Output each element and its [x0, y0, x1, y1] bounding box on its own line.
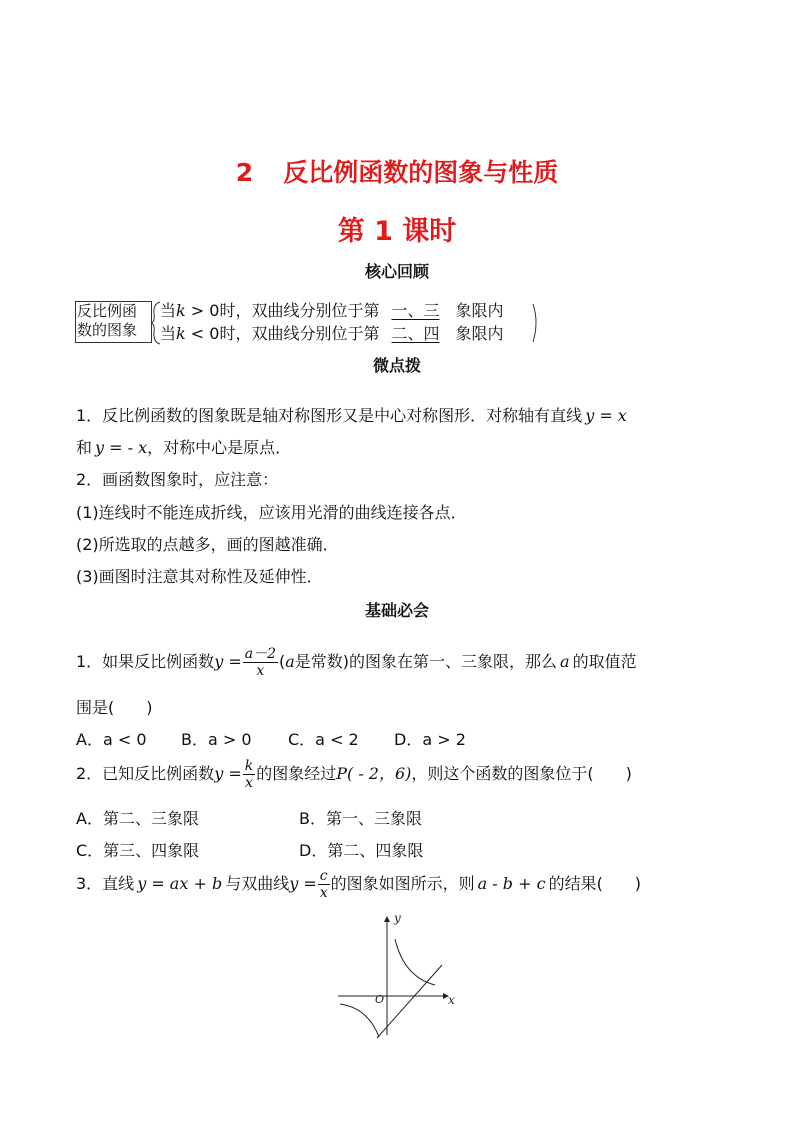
hyperbola-branch-1: [395, 939, 435, 985]
section-heading-tips: 微点拨: [372, 356, 421, 375]
review-row-1: 当k > 0时，双曲线分别位于第 一、三 象限内: [160, 301, 504, 320]
tip-3: (1)连线时不能连成折线，应该用光滑的曲线连接各点．: [76, 503, 467, 522]
tip-4: (2)所选取的点越多，画的图越准确．: [76, 535, 339, 554]
section-heading-basics: 基础必会: [364, 601, 429, 620]
question-3: 3．直线 y = ax + b 与双曲线y = $\frac{c}{x}$ 的图象如图所示，则 a - b + c 的结果( ): [76, 868, 642, 901]
review-blank-1: 一、三: [391, 301, 440, 320]
review-box: [75, 301, 152, 343]
review-box-line1: 反比例函: [77, 302, 138, 320]
question-2: 2．已知反比例函数y = $\frac{k}{x}$ 的图象经过P( - 2，6)，则这个函数的图象位于( ): [76, 758, 632, 791]
review-row-2: 当k < 0时，双曲线分别位于第 二、四 象限内: [160, 324, 504, 343]
page-subtitle: 第 1 课时: [337, 216, 457, 247]
tip-2: 2．画函数图象时，应注意：: [76, 470, 279, 489]
q1-option-b: B．a > 0: [181, 730, 252, 749]
q2-option-b: B．第一、三象限: [299, 809, 422, 828]
tip-1-line-2: 和 y = - x，对称中心是原点．: [76, 438, 292, 457]
question-1-line-1: 1．如果反比例函数y = $\frac{a-2}{x}$ (a是常数)的图象在第一、三象限，那么 a 的取值范: [76, 646, 637, 679]
q2-option-a: A．第二、三象限: [76, 809, 199, 828]
x-axis-label: x: [448, 993, 455, 1007]
q2-option-d: D．第二、四象限: [299, 841, 424, 860]
q1-option-d: D．a > 2: [394, 730, 466, 749]
hyperbola-branch-2: [340, 1004, 379, 1037]
tip-5: (3)画图时注意其对称性及延伸性．: [76, 567, 323, 586]
review-blank-2: 二、四: [391, 324, 440, 343]
q2-option-c: C．第三、四象限: [76, 841, 200, 860]
q1-option-a: A．a < 0: [76, 730, 147, 749]
q1-fraction: $\frac{a-2}{x}$: [244, 646, 276, 679]
graph-figure: [330, 905, 470, 1045]
q2-fraction: $\frac{k}{x}$: [244, 758, 254, 791]
origin-label: O: [375, 993, 385, 1006]
question-1-line-2: 围是( ): [76, 698, 153, 717]
section-heading-review: 核心回顾: [364, 262, 429, 281]
q1-option-c: C．a < 2: [288, 730, 359, 749]
y-axis-label: y: [394, 911, 401, 925]
review-box-line2: 数的图象: [77, 321, 138, 339]
q3-fraction: $\frac{c}{x}$: [319, 868, 328, 901]
title-number: 2: [235, 158, 254, 187]
right-paren: [531, 300, 541, 346]
page-title: [0, 153, 794, 189]
tip-1-line-1: 1．反比例函数的图象既是轴对称图形又是中心对称图形．对称轴有直线 y = x: [76, 406, 627, 425]
title-text: 反比例函数的图象与性质: [283, 158, 559, 187]
